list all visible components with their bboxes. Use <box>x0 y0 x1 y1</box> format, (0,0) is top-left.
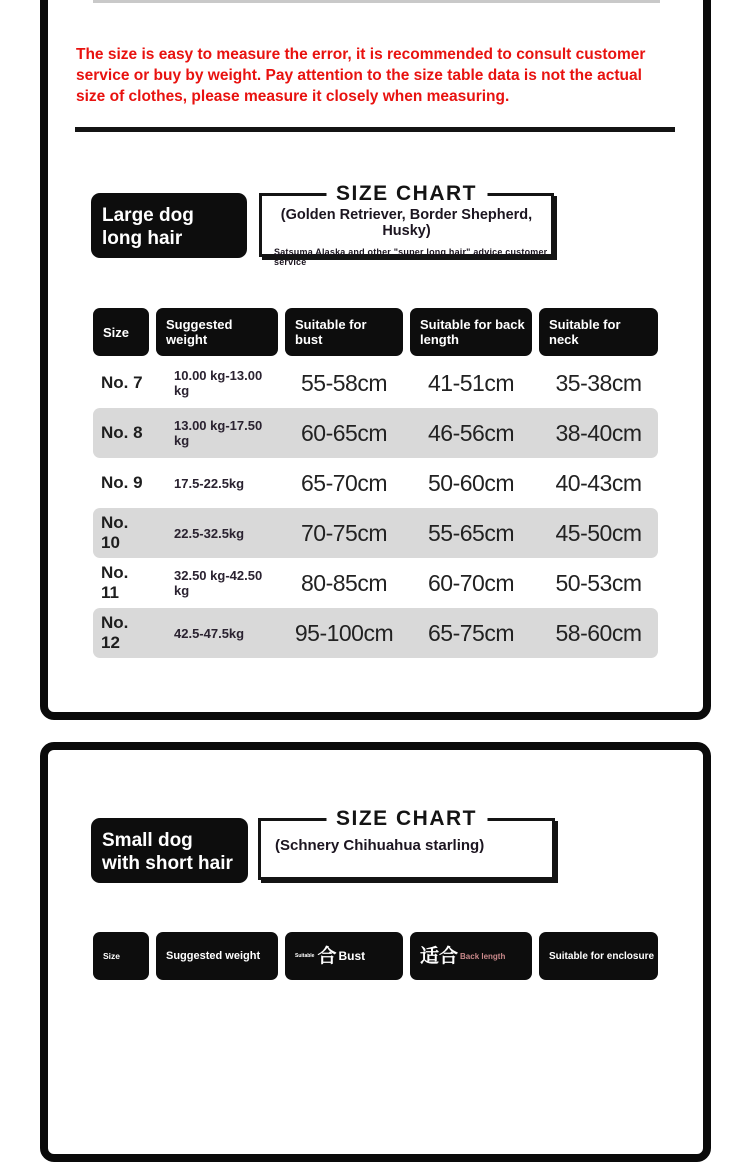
table-row <box>93 458 658 508</box>
large-dog-label-line2: long hair <box>102 228 183 249</box>
header-back-length-label: Back length <box>460 951 506 961</box>
header-bust-cjk-glyph: 合 <box>317 945 337 967</box>
header-suitable-enclosure <box>539 932 658 980</box>
header-size: Size <box>93 308 149 356</box>
table-row <box>93 558 658 608</box>
back-length-cell: 46-56cm <box>428 419 514 446</box>
table-row <box>93 508 658 558</box>
small-dog-breeds-subtitle: (Schnery Chihuahua starling) <box>275 837 485 854</box>
back-length-cell: 65-75cm <box>428 619 514 646</box>
large-dog-size-table <box>93 308 658 658</box>
size-chart-title: SIZE CHART <box>326 807 487 831</box>
weight-cell: 17.5-22.5kg <box>174 475 245 491</box>
back-length-cell: 50-60cm <box>428 469 514 496</box>
size-cell: No. 8 <box>101 423 143 442</box>
weight-cell: 10.00 kg-13.00 kg <box>174 368 263 398</box>
size-cell: No. 12 <box>101 613 129 652</box>
neck-cell: 50-53cm <box>555 569 642 596</box>
weight-cell: 32.50 kg-42.50 kg <box>174 568 263 598</box>
size-cell: No. 7 <box>101 373 143 392</box>
table-header-row <box>93 308 658 356</box>
bust-cell: 95-100cm <box>294 619 394 646</box>
small-dog-label <box>91 818 248 883</box>
large-dog-note: Satsuma Alaska and other "super long hair" advice customer service <box>274 247 548 267</box>
header-suitable-back-length: Suitable for back length <box>410 308 532 356</box>
neck-cell: 40-43cm <box>555 469 642 496</box>
bust-cell: 70-75cm <box>301 519 387 546</box>
header-weight-label: Suggested weight <box>166 949 261 962</box>
back-length-cell: 55-65cm <box>428 519 514 546</box>
header-size <box>93 932 149 980</box>
size-chart-title: SIZE CHART <box>326 182 487 206</box>
top-divider-line <box>93 0 660 3</box>
back-length-cell: 41-51cm <box>428 369 514 396</box>
header-size-label: Size <box>103 950 121 961</box>
back-length-cell: 60-70cm <box>428 569 514 596</box>
neck-cell: 45-50cm <box>555 519 642 546</box>
weight-cell: 42.5-47.5kg <box>174 625 245 641</box>
header-bust-suitable-label: Suitable <box>295 952 315 959</box>
bust-cell: 60-65cm <box>301 419 387 446</box>
header-suggested-weight: Suggested weight <box>156 308 278 356</box>
header-suitable-back-length <box>410 932 532 980</box>
size-cell: No. 10 <box>101 513 129 552</box>
header-enclosure-label: Suitable for enclosure <box>549 950 655 962</box>
neck-cell: 58-60cm <box>555 619 642 646</box>
bust-cell: 55-58cm <box>301 369 387 396</box>
header-suitable-bust: Suitable for bust <box>285 308 403 356</box>
large-dog-breeds-subtitle: (Golden Retriever, Border Shepherd, Husky) <box>280 207 533 239</box>
bust-cell: 80-85cm <box>301 569 387 596</box>
table-body <box>93 358 658 658</box>
bust-cell: 65-70cm <box>301 469 387 496</box>
header-suitable-bust <box>285 932 403 980</box>
header-bust-label: Bust <box>338 948 366 963</box>
header-suggested-weight <box>156 932 278 980</box>
small-dog-size-chart-box <box>258 807 555 880</box>
large-dog-label-line1: Large dog <box>102 205 194 226</box>
header-suitable-neck: Suitable for neck <box>539 308 658 356</box>
table-row <box>93 408 658 458</box>
size-cell: No. 9 <box>101 473 143 492</box>
weight-cell: 13.00 kg-17.50 kg <box>174 418 263 448</box>
measurement-warning-text: The size is easy to measure the error, it is recommended to consult customer service or buy by weight. Pay attention to the size table data is not the actual size of clothes, please measure it closely when measuring. <box>76 46 646 105</box>
table-row <box>93 358 658 408</box>
small-dog-label-line1: Small dog <box>102 830 193 851</box>
weight-cell: 22.5-32.5kg <box>174 525 245 541</box>
large-dog-size-chart-box <box>259 182 554 267</box>
small-dog-size-table <box>93 932 658 980</box>
neck-cell: 38-40cm <box>555 419 642 446</box>
neck-cell: 35-38cm <box>555 369 642 396</box>
size-cell: No. 11 <box>101 563 129 602</box>
table-header-row <box>93 932 658 980</box>
table-row <box>93 608 658 658</box>
header-back-cjk-glyph: 适合 <box>420 945 459 967</box>
small-dog-label-line2: with short hair <box>102 853 233 874</box>
large-dog-label <box>91 193 247 258</box>
section-divider <box>75 127 675 132</box>
